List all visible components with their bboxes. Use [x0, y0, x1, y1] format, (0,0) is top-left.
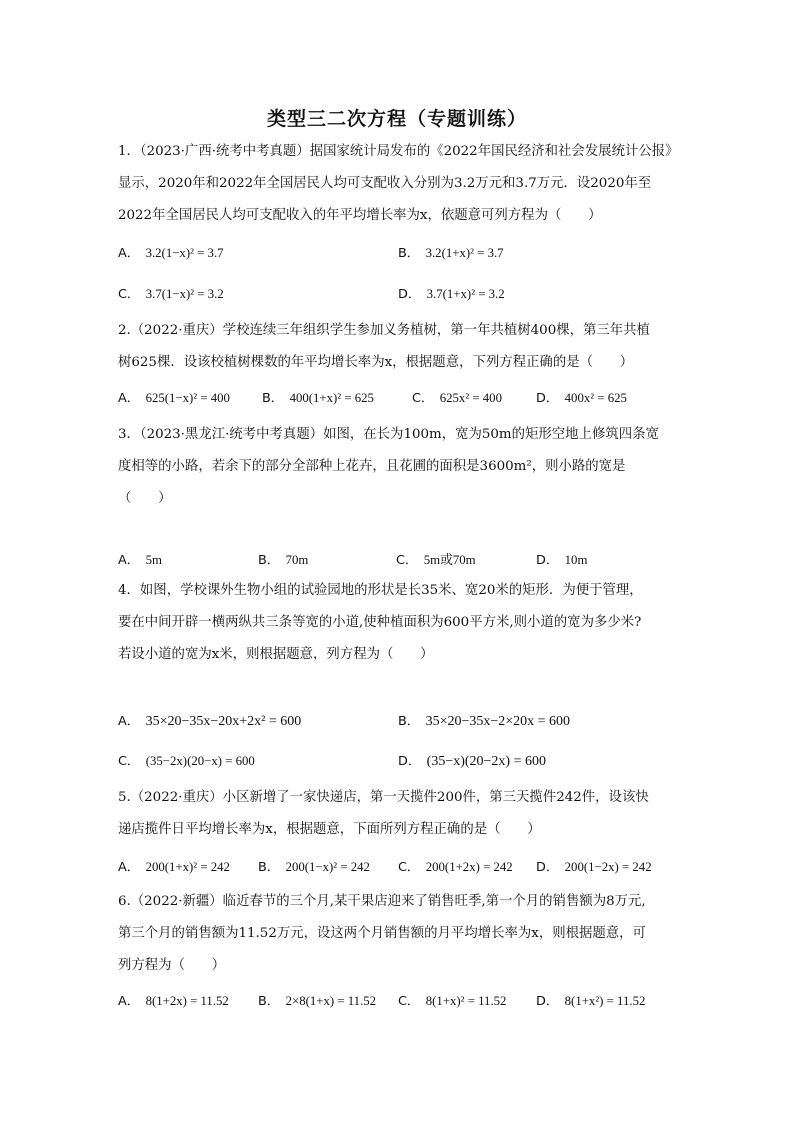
option-b: B． 2×8(1+x) = 11.52	[258, 994, 377, 1009]
option-d: D． 200(1−2x) = 242	[536, 860, 652, 875]
question-4-options-row-2	[118, 750, 678, 774]
question-5-line-1: 5.（2022·重庆）小区新增了一家快递店，第一天揽件200件，第三天揽件242件，设该快	[118, 790, 649, 805]
page-title: 类型三二次方程（专题训练）	[266, 108, 527, 130]
question-4-line-2: 要在中间开辟一横两纵共三条等宽的小道,使种植面积为600平方米,则小道的宽为多少米?	[118, 615, 642, 630]
option-c: C． 3.7(1−x)² = 3.2	[118, 287, 224, 302]
question-3	[118, 419, 678, 515]
option-d: D． 8(1+x²) = 11.52	[536, 994, 646, 1009]
question-5-line-2: 递店揽件日平均增长率为x，根据题意，下面所列方程正确的是（ ）	[118, 822, 541, 837]
option-c: C． 5m或70m	[396, 553, 476, 568]
question-5	[118, 782, 678, 846]
option-a: A． 200(1+x)² = 242	[118, 860, 230, 875]
option-a: A． 3.2(1−x)² = 3.7	[118, 246, 224, 261]
question-3-line-3: （ ）	[118, 491, 172, 506]
question-4	[118, 575, 678, 671]
question-2-options	[118, 387, 678, 411]
option-b: B． 70m	[258, 553, 309, 568]
question-2-line-1: 2.（2022·重庆）学校连续三年组织学生参加义务植树，第一年共植树400棵，第三年共植	[118, 323, 650, 338]
question-1-options-row-1	[118, 242, 678, 266]
option-a: A． 8(1+2x) = 11.52	[118, 994, 229, 1009]
question-6-line-1: 6.（2022·新疆）临近春节的三个月,某干果店迎来了销售旺季,第一个月的销售额为8万元,	[118, 894, 646, 909]
option-c: C． 200(1+2x) = 242	[398, 860, 513, 875]
question-1-line-3: 2022年全国居民人均可支配收入的年平均增长率为x，依题意可列方程为（ ）	[118, 208, 602, 223]
option-a: A． 35×20−35x−20x+2x² = 600	[118, 714, 302, 729]
question-1-options-row-2	[118, 283, 678, 307]
option-d: D． 10m	[536, 553, 588, 568]
question-6-options	[118, 990, 678, 1014]
question-2	[118, 315, 678, 379]
question-6-line-2: 第三个月的销售额为11.52万元，设这两个月销售额的月平均增长率为x，则根据题意，可	[118, 926, 646, 941]
option-a: A． 5m	[118, 553, 162, 568]
option-b: B． 400(1+x)² = 625	[262, 391, 374, 406]
option-b: B． 35×20−35x−2×20x = 600	[398, 714, 571, 729]
option-b: B． 200(1−x)² = 242	[258, 860, 370, 875]
question-1	[118, 136, 678, 232]
question-1-line-2: 显示，2020年和2022年全国居民人均可支配收入分别为3.2万元和3.7万元．设2020年至	[118, 176, 652, 191]
option-d: D． (35−x)(20−2x) = 600	[398, 754, 546, 769]
question-6	[118, 886, 678, 982]
option-c: C． 625x² = 400	[412, 391, 502, 406]
option-d: D． 3.7(1+x)² = 3.2	[398, 287, 505, 302]
option-d: D． 400x² = 625	[536, 391, 627, 406]
question-5-options	[118, 856, 678, 880]
question-6-line-3: 列方程为（ ）	[118, 958, 226, 973]
question-2-line-2: 树625棵．设该校植树棵数的年平均增长率为x，根据题意，下列方程正确的是（ ）	[118, 355, 634, 370]
question-4-line-3: 若设小道的宽为x米，则根据题意，列方程为（ ）	[118, 647, 434, 662]
question-3-line-2: 度相等的小路，若余下的部分全部种上花卉，且花圃的面积是3600m²，则小路的宽是	[118, 459, 626, 474]
option-c: C． 8(1+x)² = 11.52	[398, 994, 507, 1009]
option-c: C． (35−2x)(20−x) = 600	[118, 754, 255, 769]
question-4-line-1: 4．如图，学校课外生物小组的试验园地的形状是长35米、宽20米的矩形．为便于管理，	[118, 583, 643, 598]
option-b: B． 3.2(1+x)² = 3.7	[398, 246, 504, 261]
question-4-options-row-1	[118, 710, 678, 734]
question-1-line-1: 1．（2023·广西·统考中考真题）据国家统计局发布的《2022年国民经济和社会发展统计公报》	[118, 144, 679, 159]
question-3-options	[118, 549, 678, 573]
option-a: A． 625(1−x)² = 400	[118, 391, 230, 406]
question-3-line-1: 3．（2023·黑龙江·统考中考真题）如图，在长为100m，宽为50m的矩形空地上修筑四条宽	[118, 427, 659, 442]
